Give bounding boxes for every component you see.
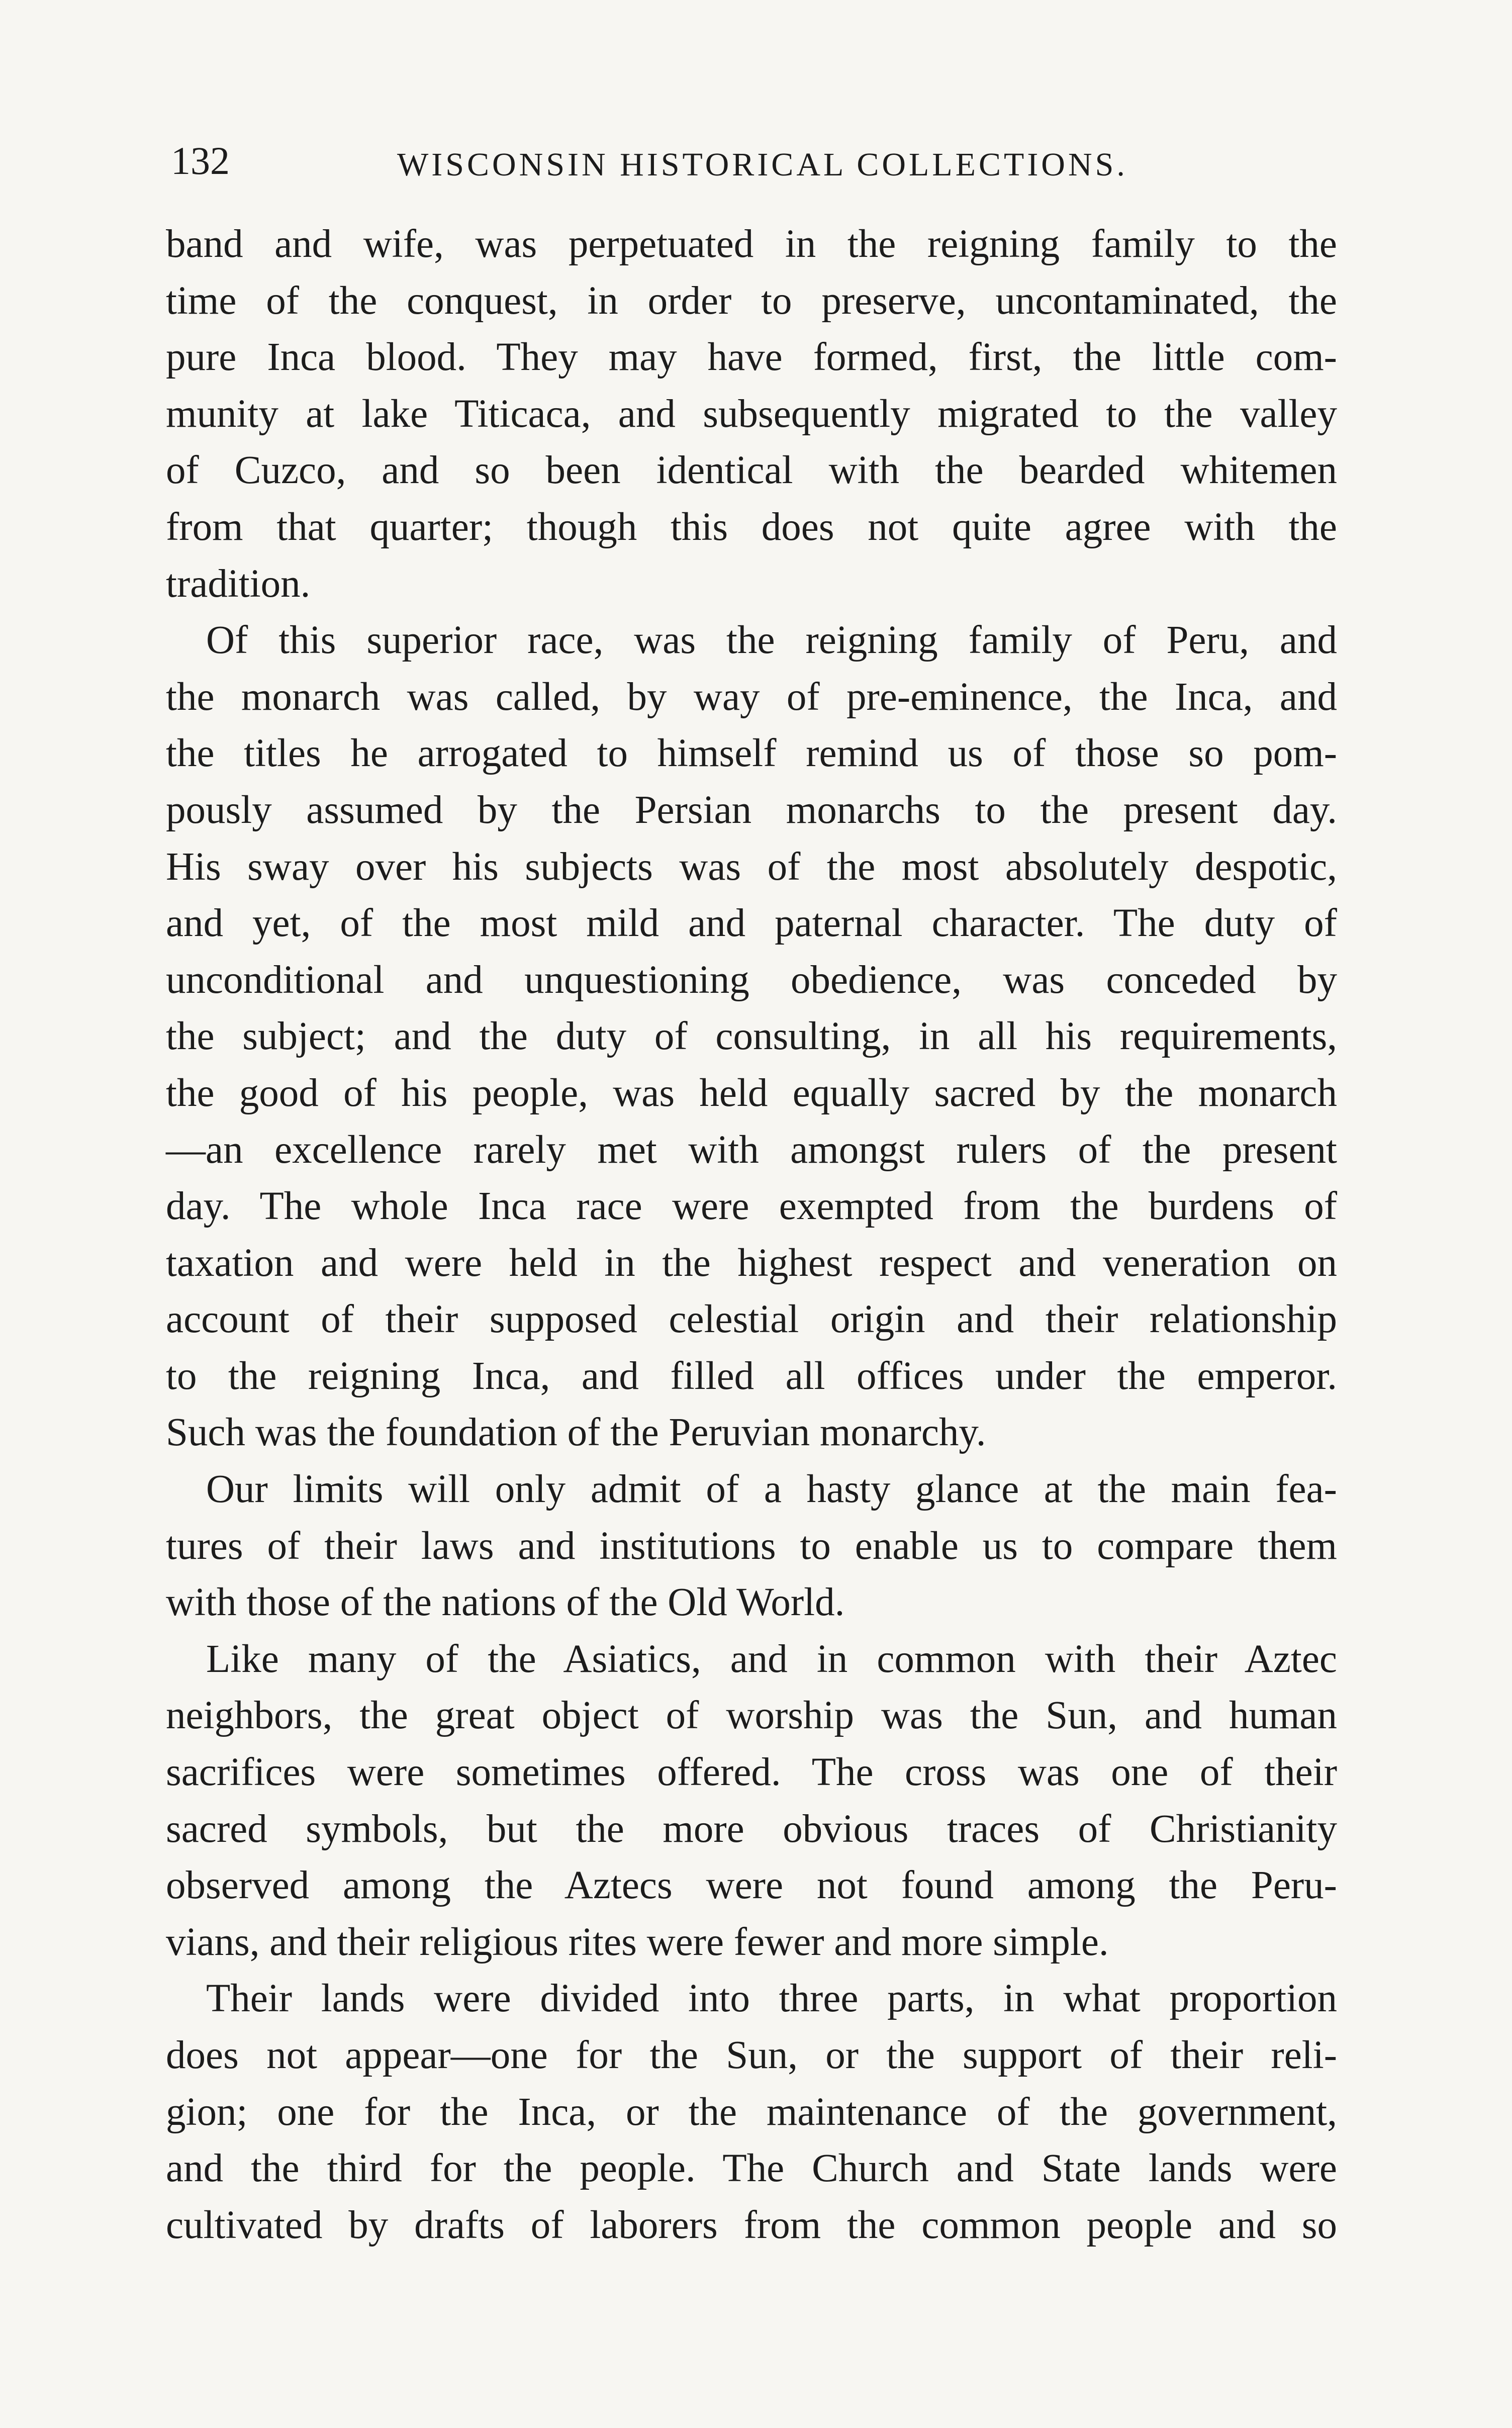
text-line: with those of the nations of the Old World. [166,1580,845,1625]
paragraph [166,1461,1337,1631]
text-line: tures of their laws and institutions to enable us to compare them [166,1524,1337,1568]
text-line: does not appear—one for the Sun, or the support of their reli- [166,2033,1337,2077]
body-text [166,216,1337,2254]
text-line: gion; one for the Inca, or the maintenance of the government, [166,2090,1337,2134]
text-line: to the reigning Inca, and filled all offices under the emperor. [166,1354,1337,1398]
text-line: Of this superior race, was the reigning family of Peru, and [206,618,1337,663]
text-line: tradition. [166,562,311,606]
page-number: 132 [171,139,230,182]
text-line: Such was the foundation of the Peruvian monarchy. [166,1411,986,1455]
text-line: pously assumed by the Persian monarchs to the present day. [166,788,1337,832]
text-line: the subject; and the duty of consulting, in all his requirements, [166,1014,1337,1059]
running-title: WISCONSIN HISTORICAL COLLECTIONS. [397,146,1128,183]
page-header [166,136,1347,196]
text-line: munity at lake Titicaca, and subsequently migrated to the valley [166,392,1337,436]
paragraph [166,612,1337,1461]
text-line: His sway over his subjects was of the most absolutely despotic, [166,845,1337,889]
text-line: and the third for the people. The Church and State lands were [166,2146,1337,2191]
text-line: and yet, of the most mild and paternal character. The duty of [166,901,1337,946]
text-line: cultivated by drafts of laborers from the common people and so [166,2203,1337,2247]
text-line: vians, and their religious rites were fewer and more simple. [166,1920,1109,1964]
text-line: of Cuzco, and so been identical with the bearded whitemen [166,448,1337,493]
text-line: —an excellence rarely met with amongst rulers of the present [166,1128,1337,1172]
text-line: account of their supposed celestial origin and their relationship [166,1297,1337,1342]
text-line: Their lands were divided into three parts, in what proportion [206,1977,1337,2021]
text-line: Like many of the Asiatics, and in common with their Aztec [206,1637,1337,1681]
paragraph [166,1971,1337,2254]
paragraph [166,1631,1337,1971]
text-line: day. The whole Inca race were exempted from the burdens of [166,1184,1337,1229]
text-line: observed among the Aztecs were not found among the Peru- [166,1863,1337,1908]
text-line: from that quarter; though this does not quite agree with the [166,505,1337,549]
text-line: time of the conquest, in order to preserve, uncontaminated, the [166,278,1337,323]
text-line: band and wife, was perpetuated in the reigning family to the [166,222,1337,266]
text-line: taxation and were held in the highest respect and veneration on [166,1241,1337,1285]
text-line: the titles he arrogated to himself remind us of those so pom- [166,731,1337,776]
text-line: neighbors, the great object of worship was the Sun, and human [166,1694,1337,1738]
text-line: sacred symbols, but the more obvious traces of Christianity [166,1807,1337,1851]
text-line: Our limits will only admit of a hasty glance at the main fea- [206,1467,1337,1512]
text-line: pure Inca blood. They may have formed, first, the little com- [166,335,1337,380]
text-line: the good of his people, was held equally sacred by the monarch [166,1071,1337,1115]
paragraph [166,216,1337,612]
text-line: the monarch was called, by way of pre-eminence, the Inca, and [166,675,1337,719]
text-line: sacrifices were sometimes offered. The cross was one of their [166,1750,1337,1795]
text-line: unconditional and unquestioning obedience, was conceded by [166,958,1337,1002]
